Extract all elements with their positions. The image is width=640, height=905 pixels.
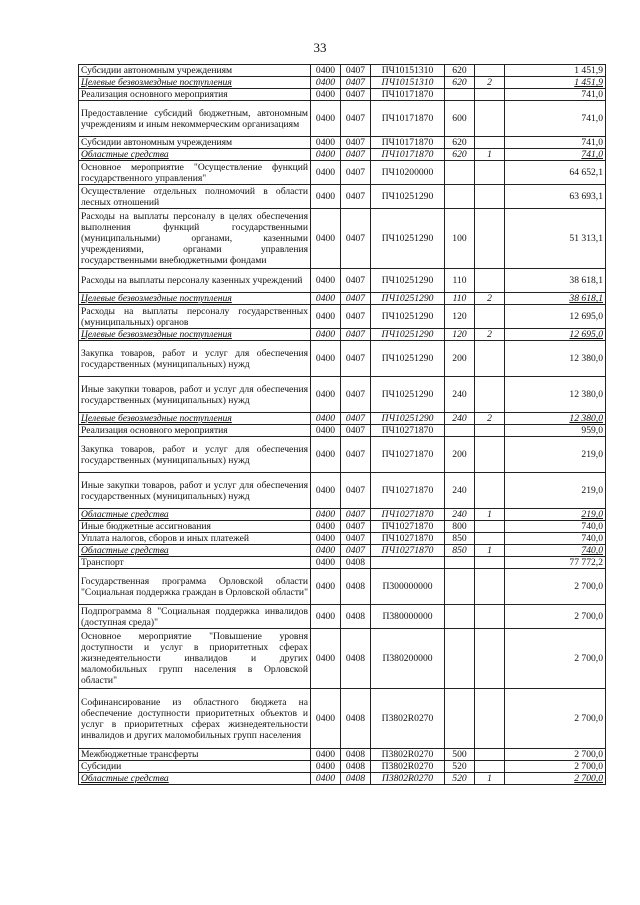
row-amount: 2 700,0 bbox=[505, 761, 606, 773]
table-row bbox=[79, 77, 606, 89]
row-subsection-code: 0407 bbox=[341, 425, 371, 437]
row-amount: 219,0 bbox=[505, 437, 606, 473]
row-target-item-code: ПЧ10271870 bbox=[371, 425, 445, 437]
row-amount: 51 313,1 bbox=[505, 209, 606, 269]
row-amount: 740,0 bbox=[505, 533, 606, 545]
row-subsection-code: 0407 bbox=[341, 149, 371, 161]
row-name: Расходы на выплаты персоналу в целях обеспечения выполнения функций государственными (муниципальными) органами, казенными учреждениями, органами управления государственными внебюджетными фондами bbox=[79, 209, 311, 269]
row-name: Закупка товаров, работ и услуг для обеспечения государственных (муниципальных) нужд bbox=[79, 341, 311, 377]
row-expense-type-code: 110 bbox=[445, 269, 475, 293]
page-number: 33 bbox=[313, 40, 327, 55]
row-funding-source-code bbox=[475, 185, 505, 209]
table-row bbox=[79, 377, 606, 413]
row-amount: 12 380,0 bbox=[505, 341, 606, 377]
row-amount: 740,0 bbox=[505, 521, 606, 533]
table-row bbox=[79, 413, 606, 425]
row-subsection-code: 0407 bbox=[341, 77, 371, 89]
row-funding-source-code bbox=[475, 101, 505, 137]
row-amount: 959,0 bbox=[505, 425, 606, 437]
row-name: Иные закупки товаров, работ и услуг для обеспечения государственных (муниципальных) нужд bbox=[79, 377, 311, 413]
row-amount: 63 693,1 bbox=[505, 185, 606, 209]
row-expense-type-code bbox=[445, 689, 475, 749]
row-section-code: 0400 bbox=[311, 293, 341, 305]
budget-table-body bbox=[79, 65, 606, 785]
row-name: Субсидии автономным учреждениям bbox=[79, 137, 311, 149]
row-section-code: 0400 bbox=[311, 413, 341, 425]
row-target-item-code: ПЧ10171870 bbox=[371, 101, 445, 137]
row-expense-type-code: 110 bbox=[445, 293, 475, 305]
row-funding-source-code bbox=[475, 425, 505, 437]
row-funding-source-code bbox=[475, 305, 505, 329]
row-name: Закупка товаров, работ и услуг для обеспечения государственных (муниципальных) нужд bbox=[79, 437, 311, 473]
row-target-item-code: ПЧ10271870 bbox=[371, 509, 445, 521]
row-section-code: 0400 bbox=[311, 473, 341, 509]
row-subsection-code: 0408 bbox=[341, 689, 371, 749]
row-section-code: 0400 bbox=[311, 545, 341, 557]
table-row bbox=[79, 305, 606, 329]
row-name: Осуществление отдельных полномочий в области лесных отношений bbox=[79, 185, 311, 209]
row-subsection-code: 0407 bbox=[341, 161, 371, 185]
row-amount: 2 700,0 bbox=[505, 749, 606, 761]
row-funding-source-code bbox=[475, 269, 505, 293]
row-section-code: 0400 bbox=[311, 305, 341, 329]
row-section-code: 0400 bbox=[311, 269, 341, 293]
row-target-item-code: ПЧ10251290 bbox=[371, 209, 445, 269]
table-row bbox=[79, 65, 606, 77]
row-expense-type-code: 850 bbox=[445, 545, 475, 557]
row-funding-source-code bbox=[475, 761, 505, 773]
row-section-code: 0400 bbox=[311, 605, 341, 629]
row-funding-source-code bbox=[475, 377, 505, 413]
row-amount: 741,0 bbox=[505, 89, 606, 101]
row-subsection-code: 0408 bbox=[341, 761, 371, 773]
row-expense-type-code: 120 bbox=[445, 305, 475, 329]
table-row bbox=[79, 149, 606, 161]
row-amount: 741,0 bbox=[505, 137, 606, 149]
row-funding-source-code: 1 bbox=[475, 545, 505, 557]
row-funding-source-code bbox=[475, 473, 505, 509]
row-funding-source-code: 2 bbox=[475, 329, 505, 341]
table-row bbox=[79, 137, 606, 149]
row-name: Предоставление субсидий бюджетным, автономным учреждениям и иным некоммерческим организациям bbox=[79, 101, 311, 137]
row-target-item-code: П380000000 bbox=[371, 605, 445, 629]
row-name: Подпрограмма 8 "Социальная поддержка инвалидов (доступная среда)" bbox=[79, 605, 311, 629]
row-target-item-code: ПЧ10151310 bbox=[371, 77, 445, 89]
row-target-item-code: ПЧ10200000 bbox=[371, 161, 445, 185]
row-subsection-code: 0407 bbox=[341, 329, 371, 341]
row-name: Реализация основного мероприятия bbox=[79, 89, 311, 101]
row-target-item-code: П3802R0270 bbox=[371, 773, 445, 785]
row-subsection-code: 0407 bbox=[341, 545, 371, 557]
row-expense-type-code: 240 bbox=[445, 377, 475, 413]
row-name: Целевые безвозмездные поступления bbox=[79, 77, 311, 89]
row-target-item-code: ПЧ10171870 bbox=[371, 89, 445, 101]
row-subsection-code: 0407 bbox=[341, 89, 371, 101]
row-target-item-code: ПЧ10251290 bbox=[371, 329, 445, 341]
row-section-code: 0400 bbox=[311, 533, 341, 545]
row-name: Областные средства bbox=[79, 149, 311, 161]
row-expense-type-code: 620 bbox=[445, 137, 475, 149]
row-funding-source-code bbox=[475, 689, 505, 749]
row-expense-type-code: 500 bbox=[445, 749, 475, 761]
row-subsection-code: 0408 bbox=[341, 569, 371, 605]
row-name: Расходы на выплаты персоналу государственных (муниципальных) органов bbox=[79, 305, 311, 329]
row-subsection-code: 0407 bbox=[341, 293, 371, 305]
row-amount: 1 451,9 bbox=[505, 77, 606, 89]
row-section-code: 0400 bbox=[311, 77, 341, 89]
row-subsection-code: 0408 bbox=[341, 605, 371, 629]
row-amount: 38 618,1 bbox=[505, 293, 606, 305]
table-row bbox=[79, 293, 606, 305]
row-funding-source-code: 2 bbox=[475, 293, 505, 305]
row-funding-source-code bbox=[475, 137, 505, 149]
row-section-code: 0400 bbox=[311, 749, 341, 761]
row-target-item-code: ПЧ10271870 bbox=[371, 533, 445, 545]
row-subsection-code: 0408 bbox=[341, 773, 371, 785]
row-expense-type-code: 600 bbox=[445, 101, 475, 137]
row-name: Целевые безвозмездные поступления bbox=[79, 413, 311, 425]
row-section-code: 0400 bbox=[311, 185, 341, 209]
row-expense-type-code: 850 bbox=[445, 533, 475, 545]
row-name: Целевые безвозмездные поступления bbox=[79, 329, 311, 341]
row-amount: 2 700,0 bbox=[505, 569, 606, 605]
row-expense-type-code: 520 bbox=[445, 773, 475, 785]
row-funding-source-code bbox=[475, 521, 505, 533]
row-expense-type-code bbox=[445, 425, 475, 437]
row-subsection-code: 0407 bbox=[341, 533, 371, 545]
row-funding-source-code bbox=[475, 209, 505, 269]
row-subsection-code: 0407 bbox=[341, 521, 371, 533]
row-subsection-code: 0407 bbox=[341, 209, 371, 269]
row-expense-type-code: 620 bbox=[445, 77, 475, 89]
row-amount: 2 700,0 bbox=[505, 689, 606, 749]
row-expense-type-code bbox=[445, 557, 475, 569]
row-subsection-code: 0407 bbox=[341, 509, 371, 521]
row-name: Субсидии bbox=[79, 761, 311, 773]
row-expense-type-code bbox=[445, 185, 475, 209]
table-row bbox=[79, 425, 606, 437]
row-funding-source-code: 1 bbox=[475, 509, 505, 521]
row-expense-type-code: 200 bbox=[445, 437, 475, 473]
row-expense-type-code bbox=[445, 161, 475, 185]
row-subsection-code: 0407 bbox=[341, 269, 371, 293]
table-row bbox=[79, 605, 606, 629]
row-expense-type-code: 620 bbox=[445, 65, 475, 77]
row-section-code: 0400 bbox=[311, 689, 341, 749]
row-target-item-code: ПЧ10271870 bbox=[371, 545, 445, 557]
row-funding-source-code: 2 bbox=[475, 77, 505, 89]
table-row bbox=[79, 749, 606, 761]
row-amount: 12 695,0 bbox=[505, 305, 606, 329]
table-row bbox=[79, 185, 606, 209]
row-subsection-code: 0407 bbox=[341, 341, 371, 377]
row-expense-type-code: 520 bbox=[445, 761, 475, 773]
table-row bbox=[79, 509, 606, 521]
table-row bbox=[79, 209, 606, 269]
table-row bbox=[79, 521, 606, 533]
row-expense-type-code: 800 bbox=[445, 521, 475, 533]
row-target-item-code: ПЧ10251290 bbox=[371, 341, 445, 377]
row-amount: 2 700,0 bbox=[505, 605, 606, 629]
table-row bbox=[79, 89, 606, 101]
row-expense-type-code bbox=[445, 629, 475, 689]
row-name: Основное мероприятие "Повышение уровня доступности и услуг в приоритетных сферах жизнедеятельности инвалидов и других маломобильных групп населения в Орловской области" bbox=[79, 629, 311, 689]
row-expense-type-code: 120 bbox=[445, 329, 475, 341]
table-row bbox=[79, 329, 606, 341]
row-funding-source-code bbox=[475, 557, 505, 569]
row-funding-source-code bbox=[475, 437, 505, 473]
row-amount: 38 618,1 bbox=[505, 269, 606, 293]
row-target-item-code: ПЧ10251290 bbox=[371, 305, 445, 329]
row-section-code: 0400 bbox=[311, 101, 341, 137]
row-section-code: 0400 bbox=[311, 329, 341, 341]
row-subsection-code: 0408 bbox=[341, 557, 371, 569]
row-target-item-code: ПЧ10271870 bbox=[371, 473, 445, 509]
row-amount: 12 695,0 bbox=[505, 329, 606, 341]
row-subsection-code: 0407 bbox=[341, 413, 371, 425]
row-expense-type-code: 240 bbox=[445, 413, 475, 425]
row-funding-source-code bbox=[475, 533, 505, 545]
row-amount: 219,0 bbox=[505, 509, 606, 521]
row-target-item-code: ПЧ10251290 bbox=[371, 377, 445, 413]
row-section-code: 0400 bbox=[311, 557, 341, 569]
budget-table bbox=[78, 64, 606, 785]
row-section-code: 0400 bbox=[311, 521, 341, 533]
row-target-item-code: ПЧ10251290 bbox=[371, 293, 445, 305]
row-subsection-code: 0407 bbox=[341, 437, 371, 473]
row-target-item-code: П3802R0270 bbox=[371, 689, 445, 749]
row-target-item-code: П3802R0270 bbox=[371, 761, 445, 773]
row-subsection-code: 0407 bbox=[341, 185, 371, 209]
row-target-item-code bbox=[371, 557, 445, 569]
row-name: Целевые безвозмездные поступления bbox=[79, 293, 311, 305]
row-subsection-code: 0407 bbox=[341, 65, 371, 77]
row-amount: 1 451,9 bbox=[505, 65, 606, 77]
row-section-code: 0400 bbox=[311, 569, 341, 605]
row-section-code: 0400 bbox=[311, 761, 341, 773]
row-name: Софинансирование из областного бюджета на обеспечение доступности приоритетных объектов и услуг в приоритетных сферах жизнедеятельности инвалидов и других маломобильных групп населения bbox=[79, 689, 311, 749]
table-row bbox=[79, 773, 606, 785]
row-section-code: 0400 bbox=[311, 65, 341, 77]
row-funding-source-code bbox=[475, 89, 505, 101]
table-row bbox=[79, 689, 606, 749]
table-row bbox=[79, 629, 606, 689]
table-row bbox=[79, 557, 606, 569]
row-section-code: 0400 bbox=[311, 425, 341, 437]
row-expense-type-code: 620 bbox=[445, 149, 475, 161]
row-target-item-code: ПЧ10171870 bbox=[371, 149, 445, 161]
row-name: Расходы на выплаты персоналу казенных учреждений bbox=[79, 269, 311, 293]
table-row bbox=[79, 101, 606, 137]
row-section-code: 0400 bbox=[311, 773, 341, 785]
table-row bbox=[79, 569, 606, 605]
row-subsection-code: 0407 bbox=[341, 137, 371, 149]
row-expense-type-code: 100 bbox=[445, 209, 475, 269]
row-section-code: 0400 bbox=[311, 509, 341, 521]
row-name: Субсидии автономным учреждениям bbox=[79, 65, 311, 77]
row-amount: 2 700,0 bbox=[505, 773, 606, 785]
row-section-code: 0400 bbox=[311, 161, 341, 185]
row-target-item-code: ПЧ10271870 bbox=[371, 437, 445, 473]
table-row bbox=[79, 341, 606, 377]
row-section-code: 0400 bbox=[311, 341, 341, 377]
row-expense-type-code: 240 bbox=[445, 509, 475, 521]
row-funding-source-code bbox=[475, 569, 505, 605]
row-expense-type-code: 240 bbox=[445, 473, 475, 509]
row-target-item-code: ПЧ10171870 bbox=[371, 137, 445, 149]
row-target-item-code: ПЧ10151310 bbox=[371, 65, 445, 77]
row-name: Транспорт bbox=[79, 557, 311, 569]
table-row bbox=[79, 761, 606, 773]
row-funding-source-code bbox=[475, 749, 505, 761]
row-name: Основное мероприятие "Осуществление функций государственного управления" bbox=[79, 161, 311, 185]
row-amount: 740,0 bbox=[505, 545, 606, 557]
row-amount: 64 652,1 bbox=[505, 161, 606, 185]
table-row bbox=[79, 533, 606, 545]
row-expense-type-code bbox=[445, 569, 475, 605]
row-subsection-code: 0408 bbox=[341, 749, 371, 761]
row-target-item-code: ПЧ10271870 bbox=[371, 521, 445, 533]
row-subsection-code: 0407 bbox=[341, 305, 371, 329]
row-name: Государственная программа Орловской области "Социальная поддержка граждан в Орловской области" bbox=[79, 569, 311, 605]
row-section-code: 0400 bbox=[311, 629, 341, 689]
row-funding-source-code bbox=[475, 341, 505, 377]
row-amount: 12 380,0 bbox=[505, 377, 606, 413]
row-funding-source-code bbox=[475, 605, 505, 629]
row-target-item-code: ПЧ10251290 bbox=[371, 269, 445, 293]
row-section-code: 0400 bbox=[311, 437, 341, 473]
row-expense-type-code bbox=[445, 605, 475, 629]
row-subsection-code: 0407 bbox=[341, 473, 371, 509]
row-funding-source-code bbox=[475, 161, 505, 185]
row-section-code: 0400 bbox=[311, 377, 341, 413]
row-section-code: 0400 bbox=[311, 149, 341, 161]
row-funding-source-code bbox=[475, 629, 505, 689]
row-funding-source-code: 1 bbox=[475, 773, 505, 785]
row-name: Уплата налогов, сборов и иных платежей bbox=[79, 533, 311, 545]
row-amount: 219,0 bbox=[505, 473, 606, 509]
row-target-item-code: П300000000 bbox=[371, 569, 445, 605]
row-name: Областные средства bbox=[79, 545, 311, 557]
row-name: Межбюджетные трансферты bbox=[79, 749, 311, 761]
row-target-item-code: П380200000 bbox=[371, 629, 445, 689]
table-row bbox=[79, 161, 606, 185]
row-name: Иные бюджетные ассигнования bbox=[79, 521, 311, 533]
table-row bbox=[79, 473, 606, 509]
row-funding-source-code bbox=[475, 65, 505, 77]
row-name: Реализация основного мероприятия bbox=[79, 425, 311, 437]
row-amount: 2 700,0 bbox=[505, 629, 606, 689]
row-name: Областные средства bbox=[79, 509, 311, 521]
row-subsection-code: 0407 bbox=[341, 377, 371, 413]
row-target-item-code: ПЧ10251290 bbox=[371, 185, 445, 209]
table-row bbox=[79, 269, 606, 293]
row-target-item-code: П3802R0270 bbox=[371, 749, 445, 761]
row-amount: 741,0 bbox=[505, 101, 606, 137]
row-amount: 741,0 bbox=[505, 149, 606, 161]
row-subsection-code: 0407 bbox=[341, 101, 371, 137]
row-subsection-code: 0408 bbox=[341, 629, 371, 689]
row-funding-source-code: 1 bbox=[475, 149, 505, 161]
row-amount: 12 380,0 bbox=[505, 413, 606, 425]
row-funding-source-code: 2 bbox=[475, 413, 505, 425]
row-target-item-code: ПЧ10251290 bbox=[371, 413, 445, 425]
row-section-code: 0400 bbox=[311, 89, 341, 101]
row-section-code: 0400 bbox=[311, 209, 341, 269]
table-row bbox=[79, 437, 606, 473]
row-name: Иные закупки товаров, работ и услуг для обеспечения государственных (муниципальных) нужд bbox=[79, 473, 311, 509]
row-amount: 77 772,2 bbox=[505, 557, 606, 569]
table-row bbox=[79, 545, 606, 557]
row-name: Областные средства bbox=[79, 773, 311, 785]
row-expense-type-code bbox=[445, 89, 475, 101]
row-section-code: 0400 bbox=[311, 137, 341, 149]
row-expense-type-code: 200 bbox=[445, 341, 475, 377]
